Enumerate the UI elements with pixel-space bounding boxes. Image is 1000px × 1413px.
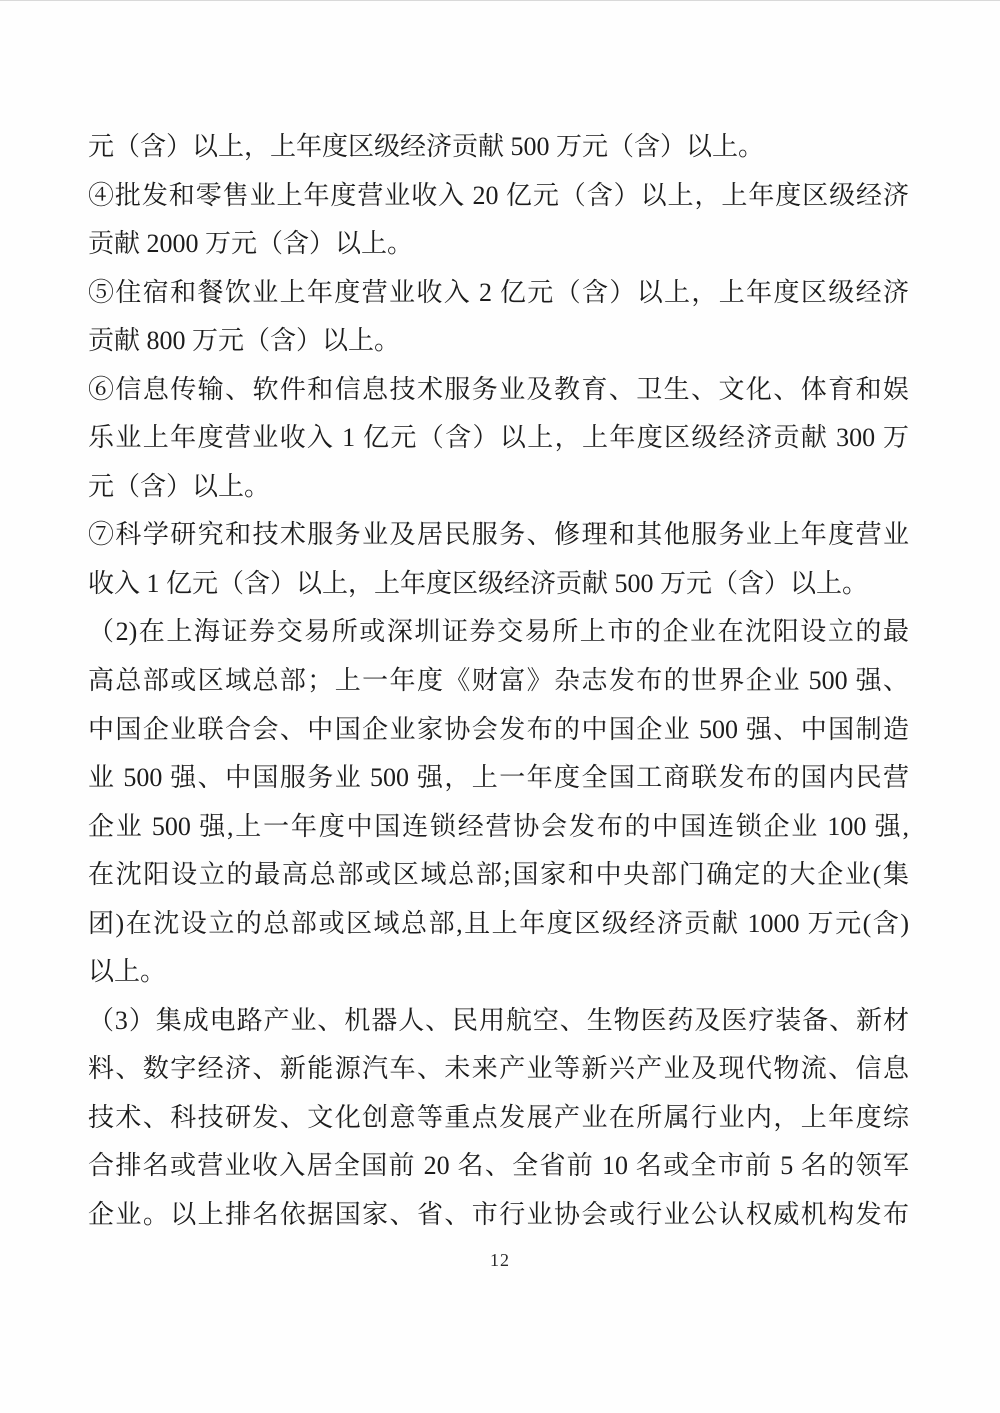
text-line: 乐业上年度营业收入 1 亿元（含）以上，上年度区级经济贡献 300 万: [88, 423, 909, 453]
page-footer: [0, 1250, 1000, 1271]
text-line: 贡献 2000 万元（含）以上。: [88, 229, 414, 259]
text-line: 以上。: [88, 957, 167, 987]
text-line: 贡献 800 万元（含）以上。: [88, 326, 401, 356]
text-line: （3）集成电路产业、机器人、民用航空、生物医药及医疗装备、新材: [88, 1005, 909, 1035]
text-line: 元（含）以上，上年度区级经济贡献 500 万元（含）以上。: [88, 132, 765, 161]
page-number: 12: [490, 1250, 510, 1270]
text-block: [88, 123, 909, 1240]
text-line: 收入 1 亿元（含）以上，上年度区级经济贡献 500 万元（含）以上。: [88, 568, 869, 598]
text-line: 高总部或区域总部；上一年度《财富》杂志发布的世界企业 500 强、: [88, 666, 909, 696]
text-line: ⑦科学研究和技术服务业及居民服务、修理和其他服务业上年度营业: [88, 520, 909, 550]
text-line: 料、数字经济、新能源汽车、未来产业等新兴产业及现代物流、信息: [88, 1054, 909, 1084]
text-line: ④批发和零售业上年度营业收入 20 亿元（含）以上，上年度区级经济: [88, 180, 909, 210]
text-line: ⑥信息传输、软件和信息技术服务业及教育、卫生、文化、体育和娱: [88, 374, 909, 404]
text-line: （2)在上海证券交易所或深圳证券交易所上市的企业在沈阳设立的最: [88, 617, 909, 647]
text-line: 中国企业联合会、中国企业家协会发布的中国企业 500 强、中国制造: [88, 714, 909, 744]
text-line: 技术、科技研发、文化创意等重点发展产业在所属行业内，上年度综: [88, 1102, 909, 1132]
text-line: ⑤住宿和餐饮业上年度营业收入 2 亿元（含）以上，上年度区级经济: [88, 277, 909, 307]
text-line: 合排名或营业收入居全国前 20 名、全省前 10 名或全市前 5 名的领军: [88, 1151, 909, 1181]
text-line: 团)在沈设立的总部或区域总部,且上年度区级经济贡献 1000 万元(含): [88, 908, 909, 938]
text-line: 元（含）以上。: [88, 471, 271, 501]
text-line: 业 500 强、中国服务业 500 强，上一年度全国工商联发布的国内民营: [88, 763, 909, 793]
text-line: 在沈阳设立的最高总部或区域总部;国家和中央部门确定的大企业(集: [88, 860, 909, 890]
text-line: 企业 500 强,上一年度中国连锁经营协会发布的中国连锁企业 100 强,: [88, 811, 909, 841]
text-line: 企业。以上排名依据国家、省、市行业协会或行业公认权威机构发布: [88, 1200, 909, 1230]
